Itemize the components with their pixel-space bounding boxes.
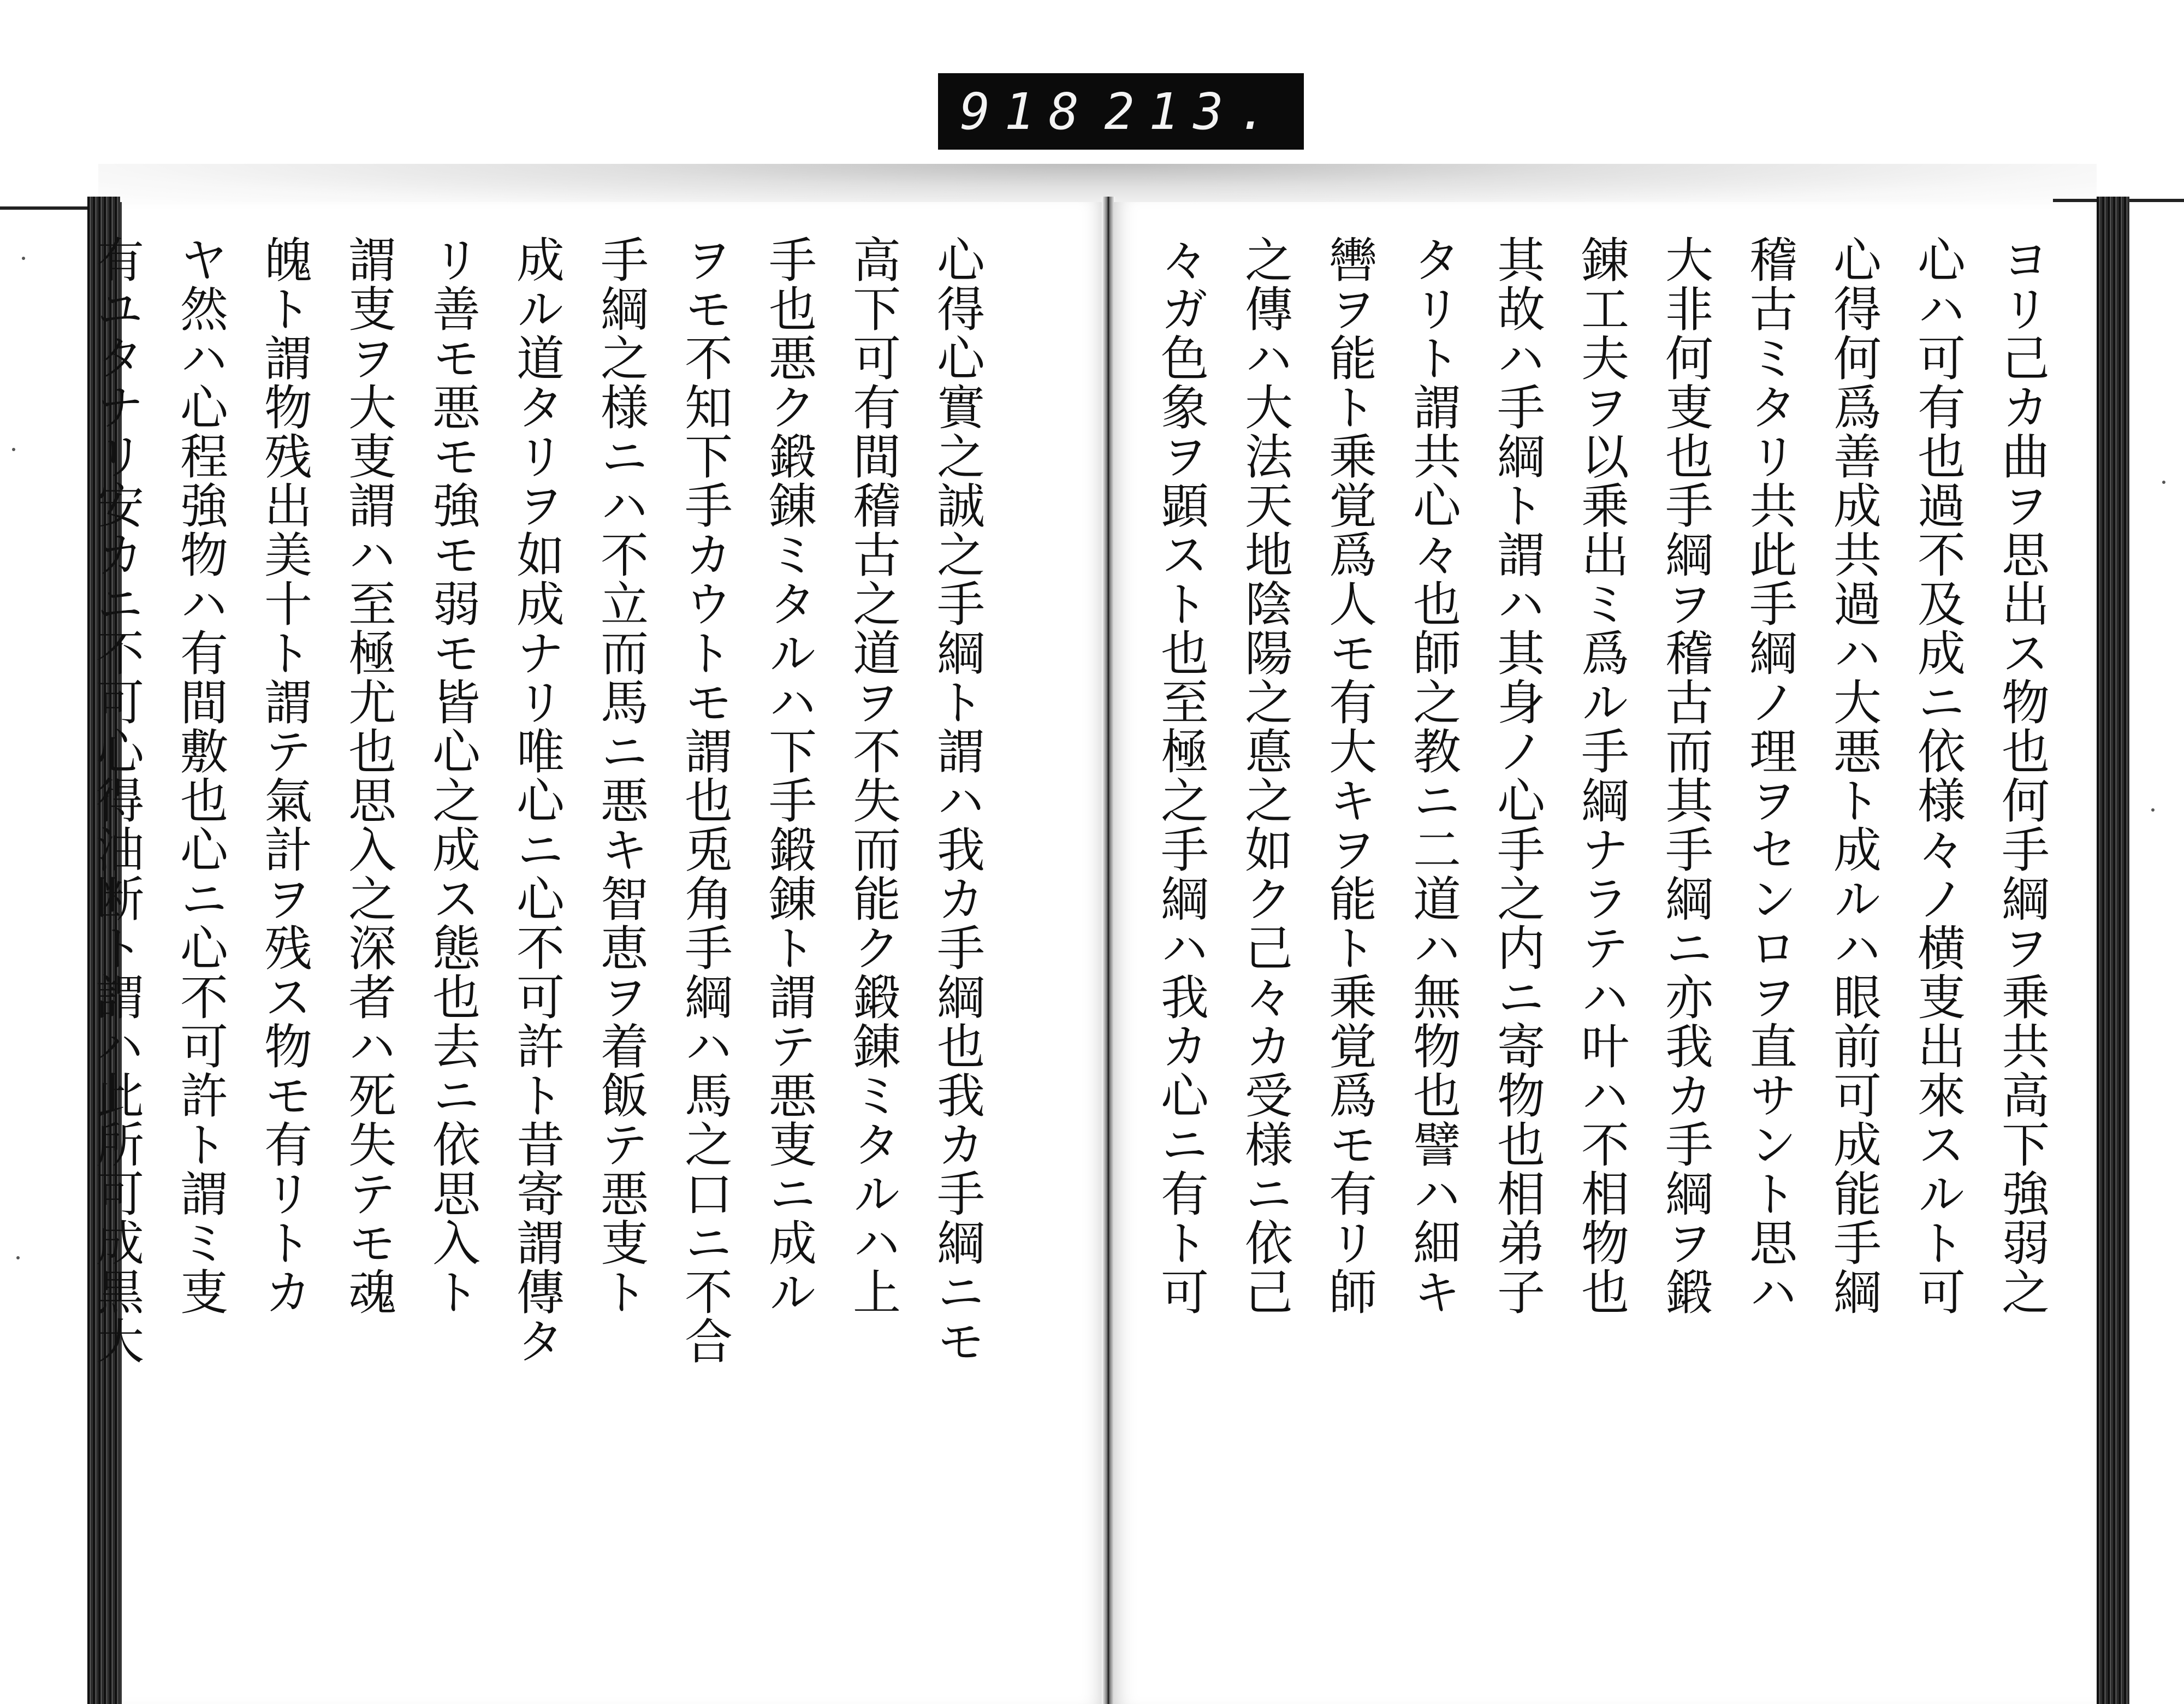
right-page-column: 錬工夫ヲ以乗出ミ爲ル手綱ナラテハ叶ハ不相物也 — [1574, 235, 1630, 1316]
left-page-column: 高下可有間稽古之道ヲ不失而能ク鍛錬ミタルハ上 — [845, 235, 901, 1316]
left-page-column: 手也悪ク鍛錬ミタルハ下手鍛錬ト謂テ悪叓ニ成ル — [761, 235, 817, 1316]
reference-number-left: 918 — [960, 82, 1094, 141]
left-page-text — [88, 235, 999, 1513]
right-page-column: 心得何爲善成共過ハ大悪ト成ルハ眼前可成能手綱 — [1826, 235, 1882, 1316]
right-page-column: 心ハ可有也過不及成ニ依様々ノ横叓出來スルト可 — [1910, 235, 1966, 1316]
left-page-column: 有ユタナリ安カニ不可心得油断ト謂ハ此所可成黒大 — [88, 235, 145, 1365]
left-page-column: 魄ト謂物残出美十ト謂テ氣計ヲ残ス物モ有リトカ — [257, 235, 313, 1316]
left-page-column: 心得心實之誠之手綱ト謂ハ我カ手綱也我カ手綱ニモ — [929, 235, 986, 1365]
left-page-column: 謂叓ヲ大叓謂ハ至極尤也思入之深者ハ死失テモ魂 — [341, 235, 397, 1316]
left-page-column: ヲモ不知下手カウトモ謂也兎角手綱ハ馬之口ニ不合 — [677, 235, 733, 1365]
right-page-text — [1153, 235, 2064, 1513]
right-page-column: 大非何叓也手綱ヲ稽古而其手綱ニ亦我カ手綱ヲ鍛 — [1658, 235, 1714, 1316]
left-page-column: 手綱之様ニハ不立而馬ニ悪キ智恵ヲ着飯テ悪叓ト — [593, 235, 649, 1316]
left-page-column: ヤ然ハ心程強物ハ有間敷也心ニ心不可許ト謂ミ叓 — [173, 235, 229, 1316]
right-page-column: 之傳ハ大法天地陰陽之悳之如ク己々カ受様ニ依己 — [1237, 235, 1293, 1316]
reference-number-label — [938, 73, 1304, 150]
right-page-column: 轡ヲ能ト乗覚爲人モ有大キヲ能ト乗覚爲モ有リ師 — [1321, 235, 1378, 1316]
scan-speck — [16, 1256, 20, 1259]
scan-speck — [22, 257, 25, 260]
right-page-column: タリト謂共心々也師之教ニ二道ハ無物也譬ハ細キ — [1405, 235, 1462, 1316]
right-page-column: 稽古ミタリ共此手綱ノ理ヲセンロヲ直サント思ハ — [1742, 235, 1798, 1316]
left-page-column: 成ル道タリヲ如成ナリ唯心ニ心不可許ト昔寄謂傳タ — [509, 235, 565, 1365]
scan-speck — [12, 448, 15, 451]
right-page-column: 其故ハ手綱ト謂ハ其身ノ心手之内ニ寄物也相弟子 — [1489, 235, 1546, 1316]
scan-speck — [2151, 808, 2155, 812]
left-page-column: リ善モ悪モ強モ弱モ皆心之成ス態也去ニ依思入ト — [425, 235, 481, 1316]
book-gutter — [1102, 197, 1115, 1704]
book-edge-right — [2097, 197, 2129, 1704]
right-page-column: 々ガ色象ヲ顕スト也至極之手綱ハ我カ心ニ有ト可 — [1153, 235, 1209, 1316]
right-page-column: ヨリ己カ曲ヲ思出ス物也何手綱ヲ乗共高下強弱之 — [1994, 235, 2050, 1316]
reference-number-right: 213. — [1104, 82, 1282, 141]
scan-speck — [2162, 481, 2165, 484]
